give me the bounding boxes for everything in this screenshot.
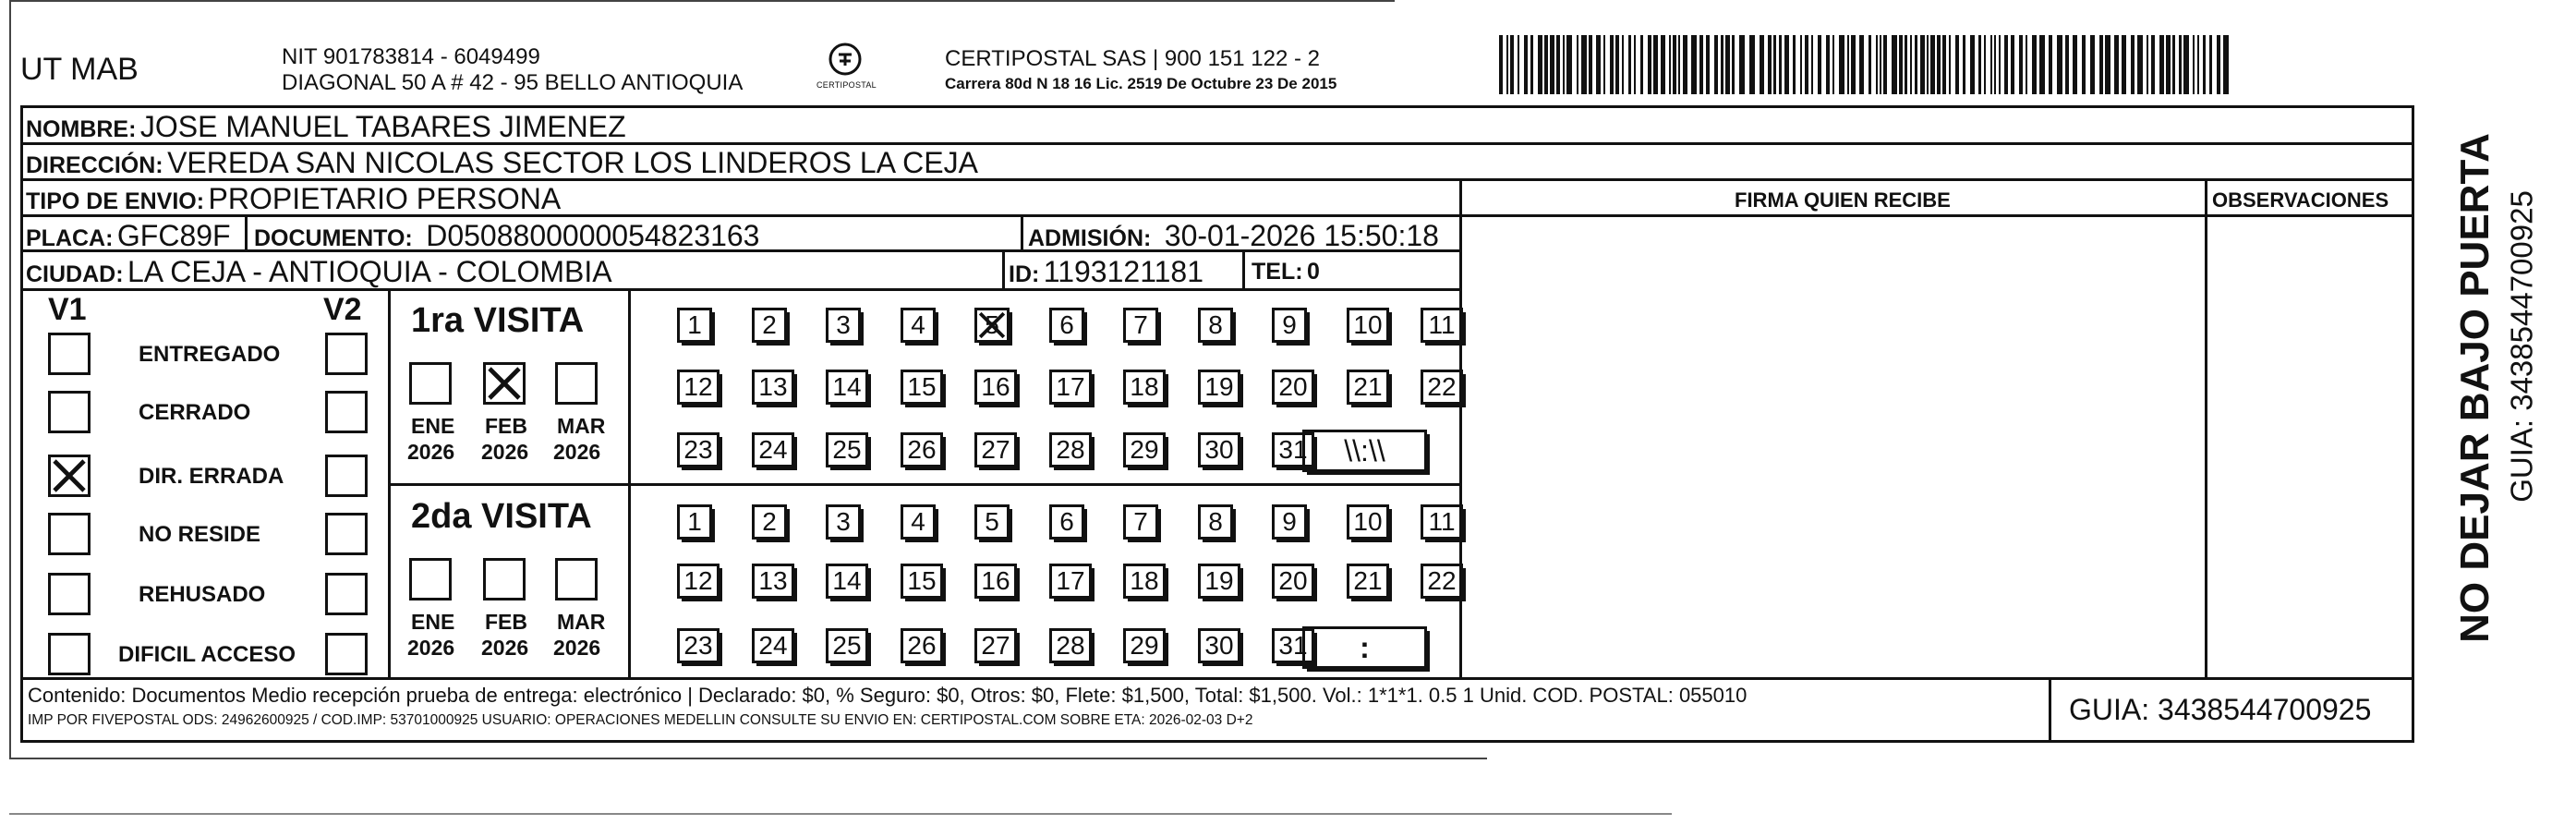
v1-checkbox[interactable]	[48, 513, 91, 555]
day-box[interactable]: 12	[677, 564, 720, 599]
day-box[interactable]: 2	[752, 308, 787, 343]
reason-label: REHUSADO	[139, 582, 266, 607]
id-row	[1009, 257, 1203, 286]
tel-value: 0	[1307, 259, 1320, 285]
tipo-row	[26, 184, 561, 213]
v1-checkbox[interactable]	[48, 573, 91, 615]
day-box[interactable]: 26	[901, 628, 943, 663]
day-box[interactable]: 11	[1421, 308, 1463, 343]
guia-footer: GUIA: 3438544700925	[2069, 693, 2372, 726]
month-checkbox-feb[interactable]	[483, 362, 526, 405]
day-box[interactable]: 1	[677, 308, 712, 343]
month-name: FEB	[485, 610, 527, 634]
day-box[interactable]: 17	[1049, 564, 1092, 599]
day-box[interactable]: 31	[1272, 628, 1314, 663]
month-year: 2026	[407, 440, 455, 464]
day-box[interactable]: 18	[1123, 564, 1166, 599]
month-year: 2026	[553, 636, 601, 660]
day-box[interactable]: 27	[974, 432, 1017, 467]
day-box[interactable]: 30	[1198, 432, 1240, 467]
nombre-value: JOSE MANUEL TABARES JIMENEZ	[139, 110, 626, 143]
month-checkbox-mar[interactable]	[555, 362, 598, 405]
reason-label: ENTREGADO	[139, 342, 281, 367]
day-box[interactable]: 15	[901, 370, 943, 405]
day-box[interactable]: 24	[752, 628, 794, 663]
month-name: MAR	[557, 414, 606, 438]
day-box[interactable]: 22	[1421, 370, 1463, 405]
side-warning: NO DEJAR BAJO PUERTA	[2452, 133, 2497, 643]
imp-text: IMP POR FIVEPOSTAL ODS: 24962600925 / COD.IMP: 53701000925 USUARIO: OPERACIONES MEDELLIN CONSULTE SU ENVIO EN: CERTIPOSTAL.COM SOBRE ETA: 2026-02-03 D+2	[28, 712, 1253, 728]
placa-row	[26, 221, 231, 250]
documento-label: DOCUMENTO:	[254, 225, 413, 251]
v2-checkbox[interactable]	[325, 573, 368, 615]
first-visit-time[interactable]: \\:\\	[1302, 430, 1427, 472]
company-address: DIAGONAL 50 A # 42 - 95 BELLO ANTIOQUIA	[282, 70, 744, 95]
day-box[interactable]: 6	[1049, 504, 1084, 540]
day-box[interactable]: 13	[752, 370, 794, 405]
day-box[interactable]: 26	[901, 432, 943, 467]
month-checkbox-ene[interactable]	[409, 362, 452, 405]
month-year: 2026	[481, 440, 529, 464]
day-box[interactable]: 5	[974, 504, 1010, 540]
id-value: 1193121181	[1043, 255, 1203, 288]
barcode	[1499, 35, 2231, 94]
day-box[interactable]: 2	[752, 504, 787, 540]
day-box[interactable]: 25	[826, 628, 868, 663]
month-name: ENE	[411, 610, 455, 634]
day-box[interactable]: 11	[1421, 504, 1463, 540]
day-box[interactable]: 7	[1123, 308, 1158, 343]
second-visit-time[interactable]: :	[1302, 626, 1427, 669]
direccion-value: VEREDA SAN NICOLAS SECTOR LOS LINDEROS LA CEJA	[167, 146, 978, 179]
logo-text: CERTIPOSTAL	[816, 80, 877, 90]
v1-checkbox[interactable]	[48, 333, 91, 375]
day-box[interactable]: 30	[1198, 628, 1240, 663]
day-box[interactable]: 19	[1198, 370, 1240, 405]
day-box[interactable]: 20	[1272, 370, 1314, 405]
certipostal-license: Carrera 80d N 18 16 Lic. 2519 De Octubre 23 De 2015	[945, 75, 1337, 92]
day-box[interactable]: 23	[677, 432, 720, 467]
day-box[interactable]: 6	[1049, 308, 1084, 343]
ciudad-value: LA CEJA - ANTIOQUIA - COLOMBIA	[127, 255, 612, 288]
v1-checkbox[interactable]	[48, 391, 91, 433]
v2-checkbox[interactable]	[325, 633, 368, 675]
day-box[interactable]: 13	[752, 564, 794, 599]
day-box[interactable]: 3	[826, 308, 861, 343]
day-box[interactable]: 29	[1123, 628, 1166, 663]
day-box[interactable]: 16	[974, 370, 1017, 405]
day-box[interactable]: 8	[1198, 504, 1233, 540]
day-box[interactable]: 27	[974, 628, 1017, 663]
day-box[interactable]: 7	[1123, 504, 1158, 540]
reason-label: NO RESIDE	[139, 522, 261, 547]
month-checkbox-mar[interactable]	[555, 558, 598, 600]
company-nit: NIT 901783814 - 6049499	[282, 44, 540, 69]
day-box[interactable]: 10	[1347, 504, 1389, 540]
day-box[interactable]: 24	[752, 432, 794, 467]
certipostal-logo	[813, 39, 877, 96]
day-box[interactable]: 10	[1347, 308, 1389, 343]
day-box[interactable]: 14	[826, 564, 868, 599]
first-visit-title: 1ra VISITA	[411, 301, 585, 340]
month-checkbox-ene[interactable]	[409, 558, 452, 600]
day-box[interactable]: 1	[677, 504, 712, 540]
observaciones-label: OBSERVACIONES	[2212, 188, 2389, 212]
id-label: ID:	[1009, 261, 1040, 287]
day-box[interactable]: 17	[1049, 370, 1092, 405]
v2-checkbox[interactable]	[325, 333, 368, 375]
month-name: MAR	[557, 610, 606, 634]
admision-row	[1028, 221, 1439, 250]
day-box[interactable]: 20	[1272, 564, 1314, 599]
company-name: UT MAB	[20, 52, 139, 87]
side-guia: GUIA: 3438544700925	[2504, 190, 2539, 503]
month-checkbox-feb[interactable]	[483, 558, 526, 600]
reason-label: CERRADO	[139, 400, 251, 425]
tipo-label: TIPO DE ENVIO:	[26, 188, 205, 214]
placa-value: GFC89F	[116, 219, 231, 252]
month-name: ENE	[411, 414, 455, 438]
day-box[interactable]: 22	[1421, 564, 1463, 599]
documento-value: D0508800000054823163	[426, 219, 760, 252]
v2-checkbox[interactable]	[325, 455, 368, 497]
firma-label: FIRMA QUIEN RECIBE	[1735, 188, 1951, 212]
reason-label: DIFICIL ACCESO	[118, 642, 296, 667]
contenido-text: Contenido: Documentos Medio recepción prueba de entrega: electrónico | Declarado: $0, % Seguro: $0, Otros: $0, Flete: $1,500, Total: $1,500. Vol.: 1*1*1. 0.5 1 Unid. COD. POSTAL: 055010	[28, 684, 1748, 707]
v1-label: V1	[48, 292, 87, 327]
certipostal-name: CERTIPOSTAL SAS | 900 151 122 - 2	[945, 46, 1320, 71]
documento-row	[254, 221, 759, 250]
day-box[interactable]: 4	[901, 504, 936, 540]
day-box[interactable]: 28	[1049, 432, 1092, 467]
v1-checkbox[interactable]	[48, 633, 91, 675]
admision-label: ADMISIÓN:	[1028, 225, 1152, 251]
day-box[interactable]: 31	[1272, 432, 1314, 467]
day-box[interactable]: 5	[974, 308, 1010, 343]
day-box[interactable]: 12	[677, 370, 720, 405]
v1-checkbox[interactable]	[48, 455, 91, 497]
ciudad-row	[26, 257, 612, 286]
day-box[interactable]: 28	[1049, 628, 1092, 663]
v2-checkbox[interactable]	[325, 391, 368, 433]
month-name: FEB	[485, 414, 527, 438]
reason-label: DIR. ERRADA	[139, 464, 284, 489]
day-box[interactable]: 18	[1123, 370, 1166, 405]
day-box[interactable]: 23	[677, 628, 720, 663]
admision-value: 30-01-2026 15:50:18	[1164, 219, 1439, 252]
day-box[interactable]: 21	[1347, 370, 1389, 405]
tipo-value: PROPIETARIO PERSONA	[208, 182, 562, 215]
direccion-label: DIRECCIÓN:	[26, 152, 163, 178]
ciudad-label: CIUDAD:	[26, 261, 124, 287]
day-box[interactable]: 25	[826, 432, 868, 467]
day-box[interactable]: 9	[1272, 308, 1307, 343]
day-box[interactable]: 15	[901, 564, 943, 599]
month-year: 2026	[407, 636, 455, 660]
day-box[interactable]: 4	[901, 308, 936, 343]
day-box[interactable]: 3	[826, 504, 861, 540]
day-box[interactable]: 19	[1198, 564, 1240, 599]
direccion-row	[26, 148, 978, 177]
placa-label: PLACA:	[26, 225, 114, 251]
month-year: 2026	[553, 440, 601, 464]
day-box[interactable]: 8	[1198, 308, 1233, 343]
v2-label: V2	[323, 292, 362, 327]
month-year: 2026	[481, 636, 529, 660]
day-box[interactable]: 29	[1123, 432, 1166, 467]
day-box[interactable]: 14	[826, 370, 868, 405]
nombre-row	[26, 112, 626, 141]
day-box[interactable]: 21	[1347, 564, 1389, 599]
second-visit-title: 2da VISITA	[411, 497, 592, 536]
tel-label: TEL:	[1252, 259, 1303, 285]
day-box[interactable]: 16	[974, 564, 1017, 599]
v2-checkbox[interactable]	[325, 513, 368, 555]
tel-row	[1252, 261, 1320, 284]
nombre-label: NOMBRE:	[26, 116, 137, 142]
day-box[interactable]: 9	[1272, 504, 1307, 540]
